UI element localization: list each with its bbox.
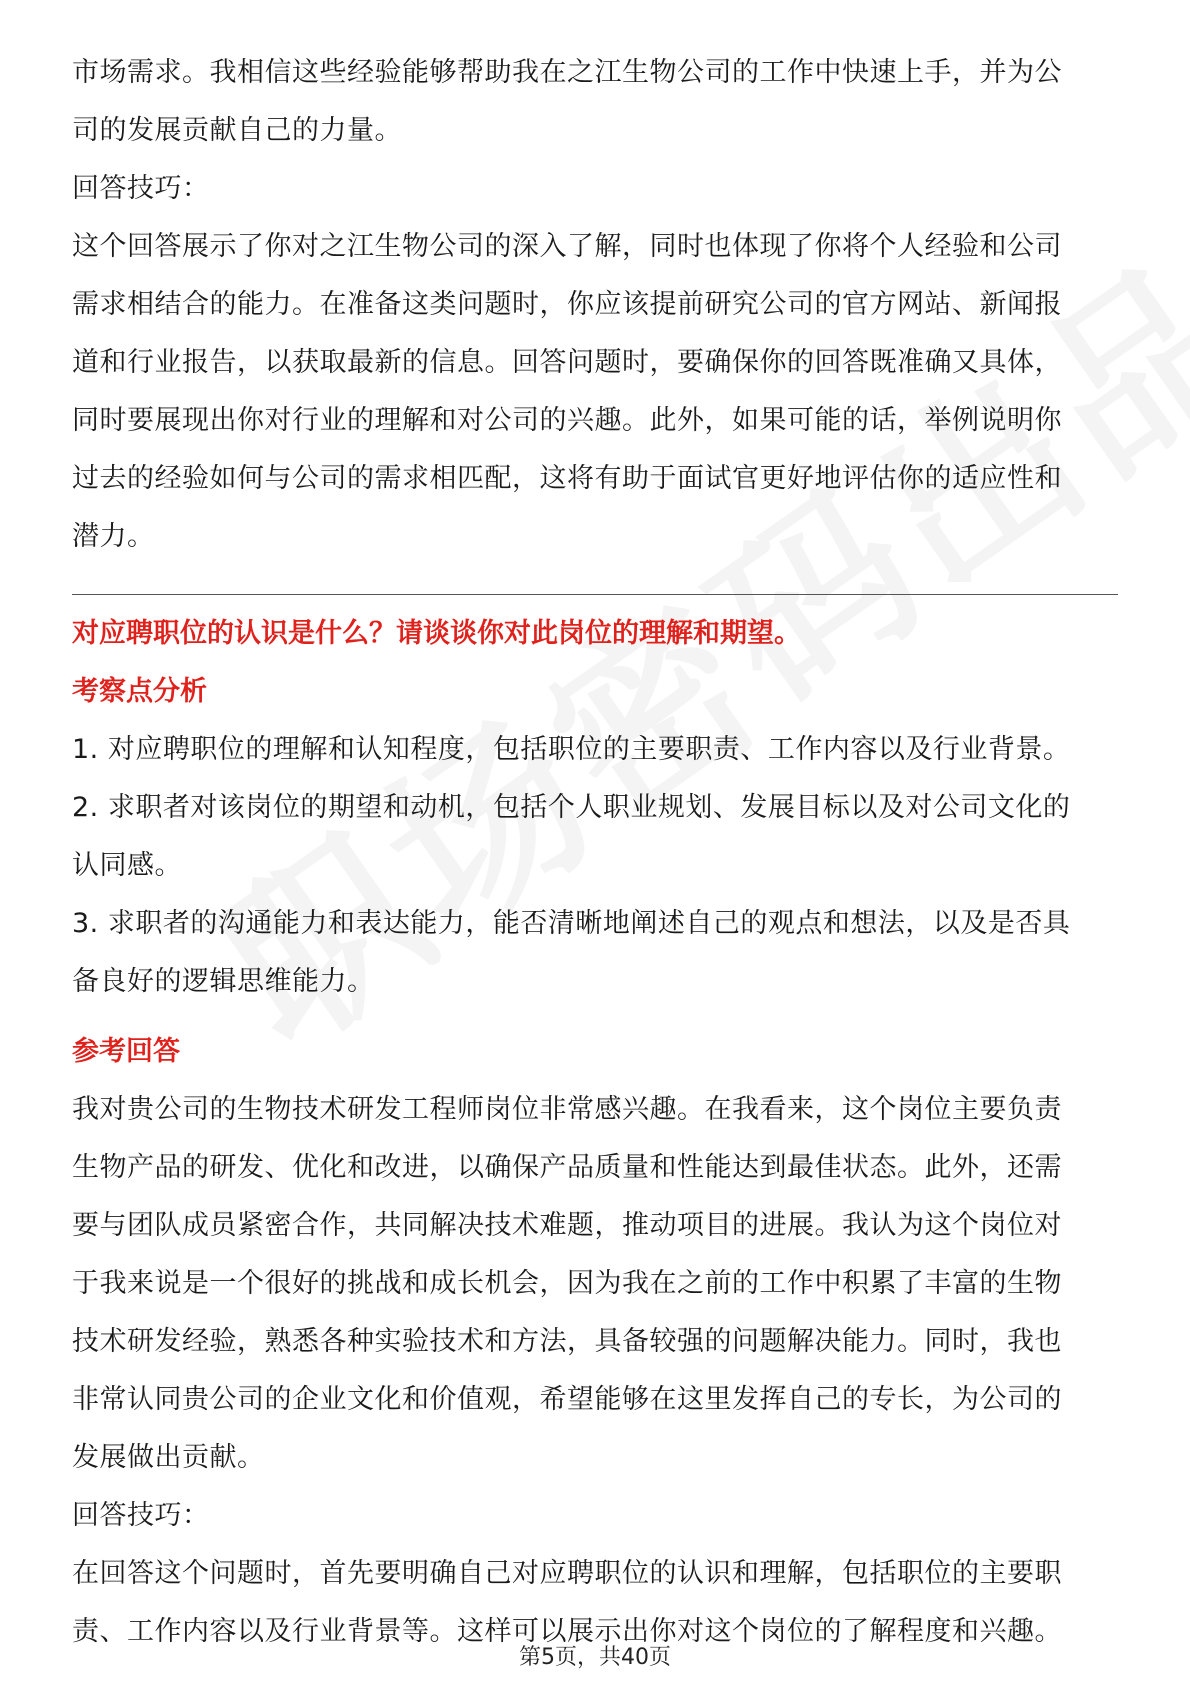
text-line: 司的发展贡献自己的力量。 [72,115,402,146]
text-line: 同时要展现出你对行业的理解和对公司的兴趣。此外，如果可能的话，举例说明你 [72,405,1062,436]
answer-paragraph [72,1081,1118,1487]
text-line: 潜力。 [72,521,155,552]
tips-paragraph [72,218,1118,566]
text-line: 要与团队成员紧密合作，共同解决技术难题，推动项目的进展。我认为这个岗位对 [72,1210,1062,1241]
top-paragraph [72,44,1118,160]
text-line: 道和行业报告，以获取最新的信息。回答问题时，要确保你的回答既准确又具体， [72,347,1062,378]
section-divider [72,594,1118,595]
list-item: 3. 求职者的沟通能力和表达能力，能否清晰地阐述自己的观点和想法，以及是否具 [72,908,1071,939]
document-page [72,44,1118,1661]
list-item: 2. 求职者对该岗位的期望和动机，包括个人职业规划、发展目标以及对公司文化的 [72,792,1071,823]
question-heading: 对应聘职位的认识是什么？请谈谈你对此岗位的理解和期望。 [72,618,801,649]
text-line: 市场需求。我相信这些经验能够帮助我在之江生物公司的工作中快速上手，并为公 [72,57,1062,88]
list-item: 1. 对应聘职位的理解和认知程度，包括职位的主要职责、工作内容以及行业背景。 [72,734,1071,765]
list-item: 备良好的逻辑思维能力。 [72,966,375,997]
text-line: 责、工作内容以及行业背景等。这样可以展示出你对这个岗位的了解程度和兴趣。 [72,1616,1062,1647]
text-line: 发展做出贡献。 [72,1442,265,1473]
text-line: 在回答这个问题时，首先要明确自己对应聘职位的认识和理解，包括职位的主要职 [72,1558,1062,1589]
text-line: 我对贵公司的生物技术研发工程师岗位非常感兴趣。在我看来，这个岗位主要负责 [72,1094,1062,1125]
analysis-list [72,721,1118,1011]
list-item: 认同感。 [72,850,182,881]
analysis-heading: 考察点分析 [72,676,207,707]
text-line: 生物产品的研发、优化和改进，以确保产品质量和性能达到最佳状态。此外，还需 [72,1152,1062,1183]
text-line: 于我来说是一个很好的挑战和成长机会，因为我在之前的工作中积累了丰富的生物 [72,1268,1062,1299]
tips-label: 回答技巧： [72,1500,210,1531]
text-line: 技术研发经验，熟悉各种实验技术和方法，具备较强的问题解决能力。同时，我也 [72,1326,1062,1357]
text-line: 这个回答展示了你对之江生物公司的深入了解，同时也体现了你将个人经验和公司 [72,231,1062,262]
text-line: 非常认同贵公司的企业文化和价值观，希望能够在这里发挥自己的专长，为公司的 [72,1384,1062,1415]
text-line: 需求相结合的能力。在准备这类问题时，你应该提前研究公司的官方网站、新闻报 [72,289,1062,320]
answer-heading: 参考回答 [72,1036,180,1067]
tips-label: 回答技巧： [72,173,210,204]
text-line: 过去的经验如何与公司的需求相匹配，这将有助于面试官更好地评估你的适应性和 [72,463,1062,494]
page-footer: 第5页，共40页 [519,1645,671,1670]
